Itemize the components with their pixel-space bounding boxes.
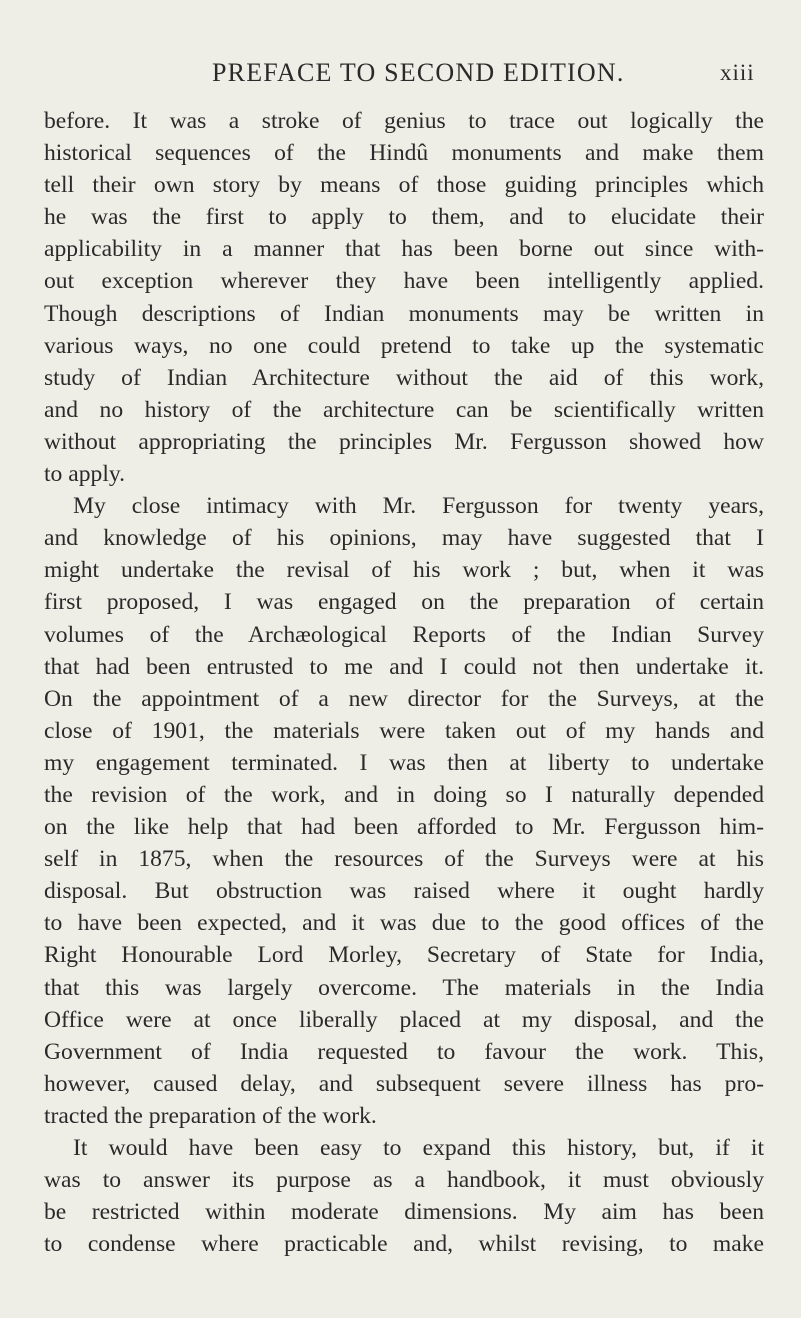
text-line: that had been entrusted to me and I could not then undertake it. [44, 653, 764, 680]
text-line: to condense where practicable and, whilst revising, to make [44, 1231, 764, 1258]
paragraph-first-line: My close intimacy with Mr. Fergusson for twenty years, [73, 493, 764, 520]
text-line: before. It was a stroke of genius to trace out logically the [44, 108, 764, 134]
paragraph-first-line: It would have been easy to expand this history, but, if it [73, 1135, 764, 1161]
text-line: he was the first to apply to them, and to elucidate their [44, 204, 764, 231]
text-line: that this was largely overcome. The materials in the India [44, 974, 764, 1001]
text-line: be restricted within moderate dimensions. My aim has been [44, 1199, 764, 1226]
text-line: tracted the preparation of the work. [44, 1102, 377, 1129]
body-text [44, 105, 764, 1260]
text-line: On the appointment of a new director for the Surveys, at the [44, 685, 764, 712]
text-line: self in 1875, when the resources of the Surveys were at his [44, 846, 764, 873]
text-line: Right Honourable Lord Morley, Secretary of State for India, [44, 942, 764, 969]
text-line: to have been expected, and it was due to the good offices of the [44, 910, 764, 937]
text-line: to apply. [44, 461, 126, 488]
text-line: without appropriating the principles Mr. Fergusson showed how [44, 428, 764, 455]
text-line: applicability in a manner that has been borne out since with- [44, 236, 764, 263]
text-line: first proposed, I was engaged on the preparation of certain [44, 589, 764, 616]
page-header [0, 58, 801, 92]
text-line: tell their own story by means of those guiding principles which [44, 172, 764, 199]
text-line: on the like help that had been afforded to Mr. Fergusson him- [44, 814, 764, 841]
text-line: the revision of the work, and in doing so I naturally depended [44, 781, 764, 808]
text-line: however, caused delay, and subsequent severe illness has pro- [44, 1070, 764, 1097]
text-line: volumes of the Archæological Reports of the Indian Survey [44, 621, 764, 648]
text-line: disposal. But obstruction was raised where it ought hardly [44, 878, 764, 905]
text-line: Though descriptions of Indian monuments may be written in [44, 300, 764, 327]
text-line: historical sequences of the Hindû monuments and make them [44, 140, 764, 167]
running-head: PREFACE TO SECOND EDITION. [212, 58, 625, 87]
text-line: study of Indian Architecture without the aid of this work, [44, 364, 764, 391]
text-line: was to answer its purpose as a handbook, it must obviously [44, 1167, 764, 1194]
text-line: various ways, no one could pretend to take up the systematic [44, 332, 764, 359]
page-number: xiii [720, 60, 755, 85]
text-line: Government of India requested to favour the work. This, [44, 1038, 764, 1065]
text-line: my engagement terminated. I was then at liberty to undertake [44, 749, 764, 776]
text-line: close of 1901, the materials were taken out of my hands and [44, 717, 764, 744]
text-line: and knowledge of his opinions, may have suggested that I [44, 525, 764, 552]
text-line: might undertake the revisal of his work ; but, when it was [44, 557, 764, 584]
text-line: out exception wherever they have been intelligently applied. [44, 268, 764, 295]
text-line: Office were at once liberally placed at my disposal, and the [44, 1006, 764, 1033]
text-line: and no history of the architecture can be scientifically written [44, 396, 764, 423]
